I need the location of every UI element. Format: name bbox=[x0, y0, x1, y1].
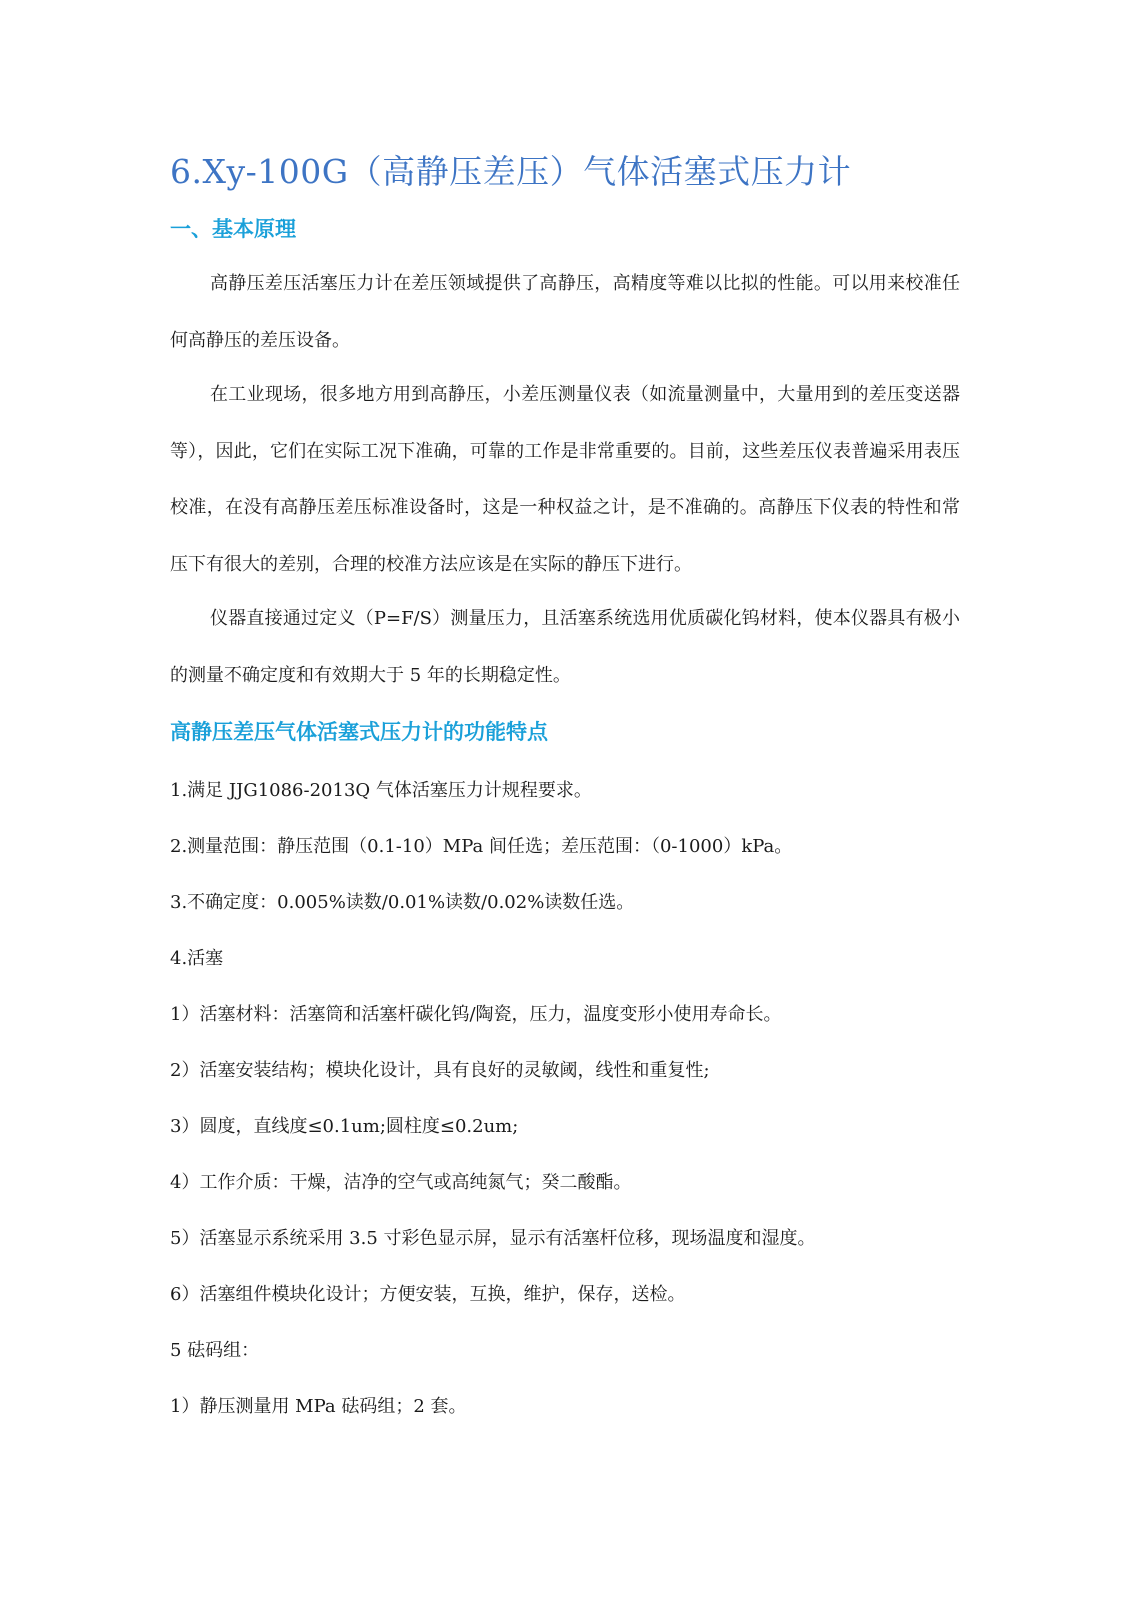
feature-item: 2）活塞安装结构；模块化设计，具有良好的灵敏阈，线性和重复性; bbox=[170, 1060, 710, 1081]
feature-item: 1.满足 JJG1086-2013Q 气体活塞压力计规程要求。 bbox=[170, 780, 592, 801]
feature-item: 1）活塞材料：活塞筒和活塞杆碳化钨/陶瓷，压力，温度变形小使用寿命长。 bbox=[170, 1004, 782, 1025]
section-heading-basic-principle: 一、基本原理 bbox=[170, 217, 296, 241]
feature-item: 5 砝码组： bbox=[170, 1340, 260, 1361]
page-title: 6.Xy-100G（高静压差压）气体活塞式压力计 bbox=[170, 152, 852, 191]
paragraph-definition: 仪器直接通过定义（P=F/S）测量压力，且活塞系统选用优质碳化钨材料，使本仪器具有极小的测量不确定度和有效期大于 5 年的长期稳定性。 bbox=[170, 608, 960, 686]
paragraph-intro: 高静压差压活塞压力计在差压领域提供了高静压，高精度等难以比拟的性能。可以用来校准任何高静压的差压设备。 bbox=[170, 273, 960, 351]
feature-item: 2.测量范围：静压范围（0.1-10）MPa 间任选；差压范围：（0-1000）kPa。 bbox=[170, 836, 793, 857]
feature-item: 4.活塞 bbox=[170, 948, 224, 969]
feature-item: 4）工作介质：干燥，洁净的空气或高纯氮气；癸二酸酯。 bbox=[170, 1172, 632, 1193]
feature-item: 3.不确定度：0.005%读数/0.01%读数/0.02%读数任选。 bbox=[170, 892, 635, 913]
feature-item: 3）圆度，直线度≤0.1um;圆柱度≤0.2um; bbox=[170, 1116, 519, 1137]
feature-item: 1）静压测量用 MPa 砝码组；2 套。 bbox=[170, 1396, 467, 1417]
feature-item: 5）活塞显示系统采用 3.5 寸彩色显示屏，显示有活塞杆位移，现场温度和湿度。 bbox=[170, 1228, 816, 1249]
paragraph-industry: 在工业现场，很多地方用到高静压，小差压测量仪表（如流量测量中，大量用到的差压变送器等），因此，它们在实际工况下准确，可靠的工作是非常重要的。目前，这些差压仪表普遍采用表压校准，在没有高静压差压标准设备时，这是一种权益之计，是不准确的。高静压下仪表的特性和常压下有很大的差别，合理的校准方法应该是在实际的静压下进行。 bbox=[170, 384, 960, 575]
feature-item: 6）活塞组件模块化设计；方便安装，互换，维护，保存，送检。 bbox=[170, 1284, 686, 1305]
section-heading-features: 高静压差压气体活塞式压力计的功能特点 bbox=[170, 720, 548, 744]
